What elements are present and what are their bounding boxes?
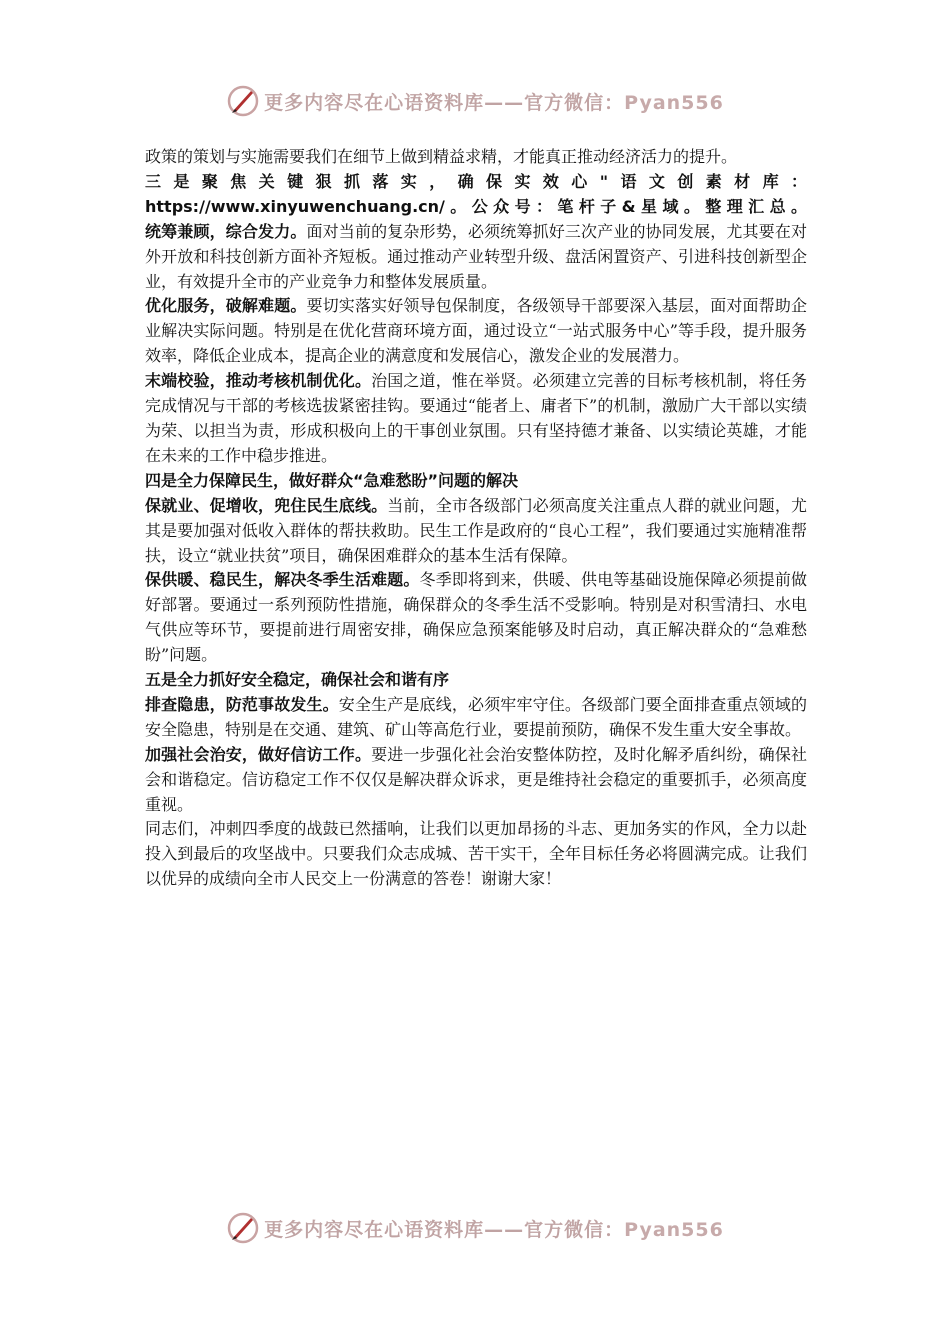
header-banner xyxy=(0,84,950,118)
document-body xyxy=(145,145,807,892)
footer-banner xyxy=(0,1211,950,1245)
quill-logo-icon xyxy=(226,1211,260,1245)
banner-text: 更多内容尽在心语资料库——官方微信：Pyan556 xyxy=(264,1218,724,1241)
quill-logo-icon xyxy=(226,84,260,118)
paragraph: 政策的策划与实施需要我们在细节上做到精益求精，才能真正推动经济活力的提升。 xyxy=(145,147,738,166)
section-heading: 四是全力保障民生，做好群众“急难愁盼”问题的解决 xyxy=(145,470,519,490)
paragraph: 同志们，冲刺四季度的战鼓已然擂响，让我们以更加昂扬的斗志、更加务实的作风，全力以赴投入到最后的攻坚战中。只要我们众志成城、苦干实干，全年目标任务必将圆满完成。让我们以优异的成绩向全市人民交上一份满意的答卷！谢谢大家！ xyxy=(145,819,807,889)
paragraph: 保供暖、稳民生，解决冬季生活难题。冬季即将到来，供暖、供电等基础设施保障必须提前做好部署。要通过一系列预防性措施，确保群众的冬季生活不受影响。特别是对积雪清扫、水电气供应等环节，要提前进行周密安排，确保应急预案能够及时启动，真正解决群众的“急难愁盼”问题。 xyxy=(145,570,807,665)
banner-text: 更多内容尽在心语资料库——官方微信：Pyan556 xyxy=(264,91,724,114)
paragraph: 加强社会治安，做好信访工作。要进一步强化社会治安整体防控，及时化解矛盾纠纷，确保社会和谐稳定。信访稳定工作不仅仅是解决群众诉求，更是维持社会稳定的重要抓手，必须高度重视。 xyxy=(145,744,807,814)
paragraph: 末端校验，推动考核机制优化。治国之道，惟在举贤。必须建立完善的目标考核机制，将任务完成情况与干部的考核选拔紧密挂钩。要通过“能者上、庸者下”的机制，激励广大干部以实绩为荣、以担当为责，形成积极向上的干事创业氛围。只有坚持德才兼备、以实绩论英雄，才能在未来的工作中稳步推进。 xyxy=(145,371,807,465)
section-heading: 三是聚焦关键狠抓落实，确保实效心"语文创素材库：https://www.xinyuwenchuang.cn/。公众号：笔杆子&星域。整理汇总。 xyxy=(145,171,807,216)
paragraph: 保就业、促增收，兜住民生底线。当前，全市各级部门必须高度关注重点人群的就业问题，尤其是要加强对低收入群体的帮扶救助。民生工作是政府的“良心工程”，我们要通过实施精准帮扶，设立“就业扶贫”项目，确保困难群众的基本生活有保障。 xyxy=(145,495,807,565)
paragraph: 统筹兼顾，综合发力。面对当前的复杂形势，必须统筹抓好三次产业的协同发展，尤其要在对外开放和科技创新方面补齐短板。通过推动产业转型升级、盘活闲置资产、引进科技创新型企业，有效提升全市的产业竞争力和整体发展质量。 xyxy=(145,221,807,291)
section-heading: 五是全力抓好安全稳定，确保社会和谐有序 xyxy=(145,670,450,690)
paragraph: 排查隐患，防范事故发生。安全生产是底线，必须牢牢守住。各级部门要全面排查重点领域的安全隐患，特别是在交通、建筑、矿山等高危行业，要提前预防，确保不发生重大安全事故。 xyxy=(145,694,807,739)
paragraph: 优化服务，破解难题。要切实落实好领导包保制度，各级领导干部要深入基层，面对面帮助企业解决实际问题。特别是在优化营商环境方面，通过设立“一站式服务中心”等手段，提升服务效率，降低企业成本，提高企业的满意度和发展信心，激发企业的发展潜力。 xyxy=(145,296,807,366)
